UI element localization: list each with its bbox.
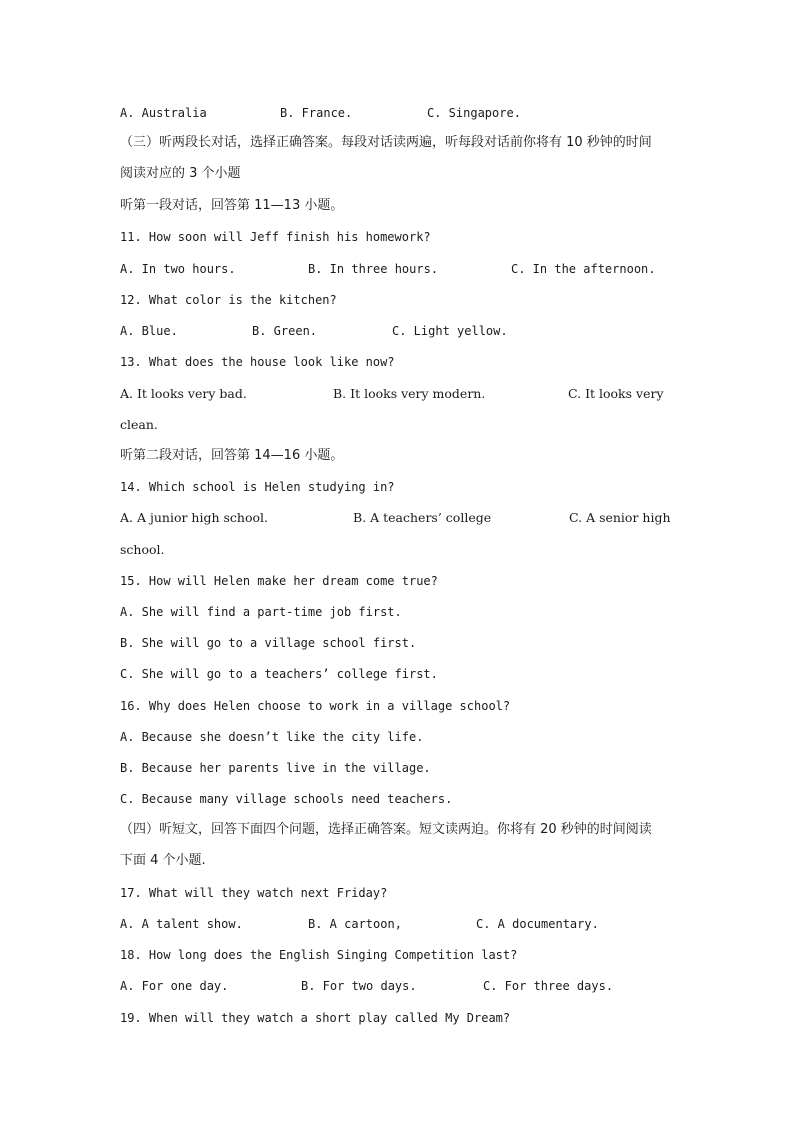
q10-option-a: A. Australia bbox=[120, 106, 207, 120]
q13-option-b: B. It looks very modern. bbox=[333, 386, 486, 401]
q16-option-a: A. Because she doesn’t like the city life. bbox=[120, 730, 424, 744]
q10-option-c: C. Singapore. bbox=[427, 106, 521, 120]
q13-question: 13. What does the house look like now? bbox=[120, 355, 395, 369]
q15-option-a: A. She will find a part-time job first. bbox=[120, 605, 402, 619]
q17-option-a: A. A talent show. bbox=[120, 917, 243, 931]
dialog1-heading: 听第一段对话，回答第 11—13 小题。 bbox=[120, 198, 344, 213]
q11-question: 11. How soon will Jeff finish his homework? bbox=[120, 230, 431, 244]
q14-option-b: B. A teachers’ college bbox=[353, 510, 492, 525]
q18-option-b: B. For two days. bbox=[301, 979, 417, 993]
q17-question: 17. What will they watch next Friday? bbox=[120, 886, 388, 900]
q16-option-b: B. Because her parents live in the village. bbox=[120, 761, 431, 775]
q12-option-c: C. Light yellow. bbox=[392, 324, 508, 338]
q17-option-b: B. A cartoon, bbox=[308, 917, 402, 931]
q13-option-c-continued: clean. bbox=[120, 417, 158, 432]
section4-instruction-line1: （四）听短文，回答下面四个问题，选择正确答案。短文读两迫。你将有 20 秒钟的时间阅读 bbox=[120, 822, 652, 837]
q19-question: 19. When will they watch a short play called My Dream? bbox=[120, 1011, 511, 1025]
q14-option-c-continued: school. bbox=[120, 542, 165, 557]
q14-option-a: A. A junior high school. bbox=[120, 510, 268, 525]
q12-question: 12. What color is the kitchen? bbox=[120, 293, 337, 307]
q14-option-c: C. A senior high bbox=[569, 510, 671, 525]
q18-question: 18. How long does the English Singing Competition last? bbox=[120, 948, 518, 962]
q15-option-b: B. She will go to a village school first. bbox=[120, 636, 417, 650]
section3-instruction-line1: （三）听两段长对话，选择正确答案。每段对话读两遍，听每段对话前你将有 10 秒钟的时间 bbox=[120, 135, 652, 150]
q10-option-b: B. France. bbox=[280, 106, 353, 120]
section4-instruction-line2: 下面 4 个小题. bbox=[120, 853, 206, 868]
q15-option-c: C. She will go to a teachers’ college first. bbox=[120, 667, 438, 681]
q12-option-b: B. Green. bbox=[252, 324, 318, 338]
q16-question: 16. Why does Helen choose to work in a village school? bbox=[120, 699, 511, 713]
dialog2-heading: 听第二段对话，回答第 14—16 小题。 bbox=[120, 448, 344, 463]
q16-option-c: C. Because many village schools need teachers. bbox=[120, 792, 453, 806]
q13-option-c: C. It looks very bbox=[568, 386, 664, 401]
q11-option-b: B. In three hours. bbox=[308, 262, 439, 276]
q18-option-a: A. For one day. bbox=[120, 979, 229, 993]
q11-option-a: A. In two hours. bbox=[120, 262, 236, 276]
q12-option-a: A. Blue. bbox=[120, 324, 178, 338]
q15-question: 15. How will Helen make her dream come true? bbox=[120, 574, 438, 588]
q11-option-c: C. In the afternoon. bbox=[511, 262, 656, 276]
q17-option-c: C. A documentary. bbox=[476, 917, 599, 931]
q18-option-c: C. For three days. bbox=[483, 979, 614, 993]
section3-instruction-line2: 阅读对应的 3 个小题 bbox=[120, 166, 241, 181]
q13-option-a: A. It looks very bad. bbox=[120, 386, 247, 401]
q14-question: 14. Which school is Helen studying in? bbox=[120, 480, 395, 494]
